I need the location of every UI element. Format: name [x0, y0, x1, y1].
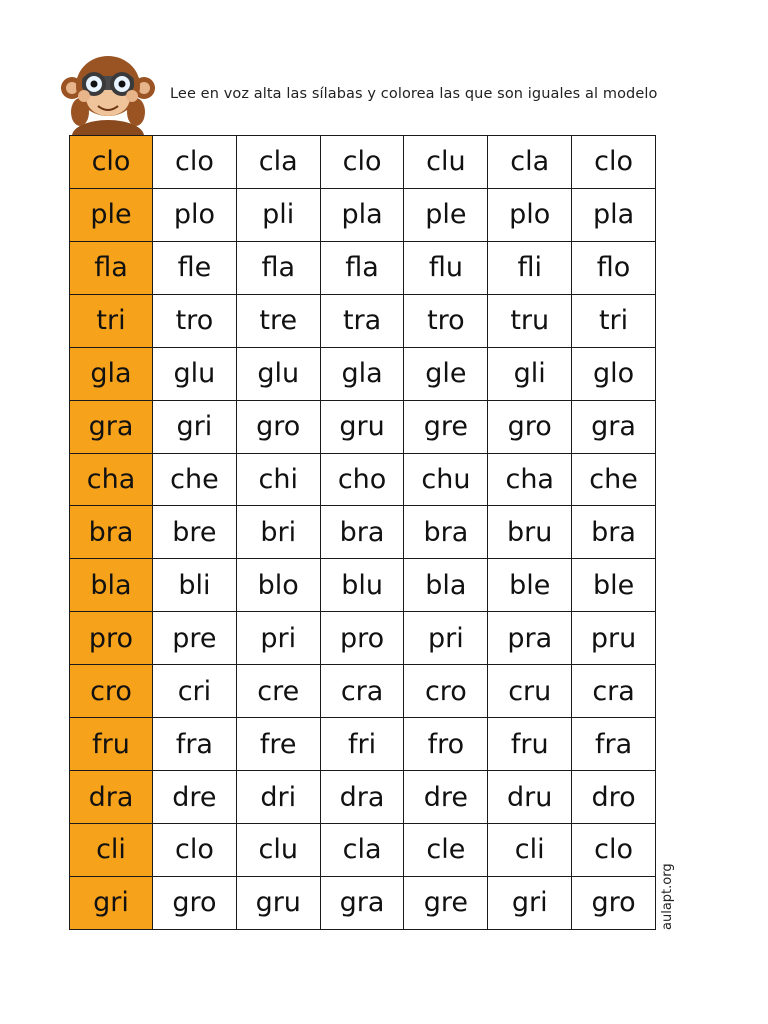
model-syllable: pro — [70, 612, 153, 665]
syllable-cell[interactable]: fli — [488, 241, 572, 294]
instruction-text: Lee en voz alta las sílabas y colorea las que son iguales al modelo — [170, 86, 658, 102]
syllable-cell[interactable]: pla — [572, 188, 656, 241]
syllable-cell[interactable]: dre — [153, 771, 237, 824]
syllable-cell[interactable]: blo — [236, 559, 320, 612]
model-syllable: cro — [70, 665, 153, 718]
syllable-cell[interactable]: chu — [404, 453, 488, 506]
syllable-cell[interactable]: clo — [572, 136, 656, 189]
syllable-row — [70, 771, 656, 824]
syllable-cell[interactable]: flu — [404, 241, 488, 294]
syllable-cell[interactable]: fle — [153, 241, 237, 294]
syllable-row — [70, 718, 656, 771]
watermark: aulapt.org — [660, 863, 675, 930]
syllable-cell[interactable]: clo — [153, 136, 237, 189]
model-syllable: bra — [70, 506, 153, 559]
syllable-cell[interactable]: fru — [488, 718, 572, 771]
syllable-cell[interactable]: pra — [488, 612, 572, 665]
syllable-cell[interactable]: clo — [572, 823, 656, 876]
syllable-row — [70, 453, 656, 506]
model-syllable: cli — [70, 823, 153, 876]
syllable-row — [70, 876, 656, 929]
syllable-cell[interactable]: dro — [572, 771, 656, 824]
syllable-cell[interactable]: pli — [236, 188, 320, 241]
syllable-cell[interactable]: flo — [572, 241, 656, 294]
syllable-cell[interactable]: cla — [320, 823, 404, 876]
syllable-cell[interactable]: gru — [236, 876, 320, 929]
syllable-cell[interactable]: cru — [488, 665, 572, 718]
syllable-cell[interactable]: pri — [236, 612, 320, 665]
syllable-row — [70, 136, 656, 189]
syllable-cell[interactable]: pre — [153, 612, 237, 665]
syllable-cell[interactable]: gro — [488, 400, 572, 453]
syllable-cell[interactable]: dru — [488, 771, 572, 824]
syllable-cell[interactable]: tro — [404, 294, 488, 347]
syllable-cell[interactable]: bri — [236, 506, 320, 559]
syllable-grid — [69, 135, 656, 930]
syllable-cell[interactable]: pla — [320, 188, 404, 241]
syllable-cell[interactable]: cra — [320, 665, 404, 718]
syllable-cell[interactable]: bra — [320, 506, 404, 559]
model-syllable: gri — [70, 876, 153, 929]
syllable-cell[interactable]: che — [572, 453, 656, 506]
syllable-cell[interactable]: fre — [236, 718, 320, 771]
syllable-cell[interactable]: che — [153, 453, 237, 506]
syllable-cell[interactable]: cri — [153, 665, 237, 718]
syllable-cell[interactable]: clo — [320, 136, 404, 189]
syllable-cell[interactable]: gli — [488, 347, 572, 400]
syllable-cell[interactable]: fla — [236, 241, 320, 294]
syllable-cell[interactable]: cla — [488, 136, 572, 189]
syllable-cell[interactable]: dre — [404, 771, 488, 824]
model-syllable: cha — [70, 453, 153, 506]
syllable-row — [70, 188, 656, 241]
syllable-cell[interactable]: dri — [236, 771, 320, 824]
syllable-cell[interactable]: tra — [320, 294, 404, 347]
syllable-cell[interactable]: ble — [572, 559, 656, 612]
monkey-with-binoculars-icon — [58, 46, 158, 146]
syllable-cell[interactable]: gre — [404, 876, 488, 929]
syllable-cell[interactable]: cha — [488, 453, 572, 506]
syllable-cell[interactable]: fro — [404, 718, 488, 771]
syllable-cell[interactable]: tri — [572, 294, 656, 347]
syllable-cell[interactable]: gro — [236, 400, 320, 453]
syllable-cell[interactable]: tro — [153, 294, 237, 347]
syllable-cell[interactable]: ple — [404, 188, 488, 241]
syllable-cell[interactable]: plo — [153, 188, 237, 241]
syllable-cell[interactable]: pru — [572, 612, 656, 665]
syllable-cell[interactable]: gra — [572, 400, 656, 453]
model-syllable: tri — [70, 294, 153, 347]
syllable-cell[interactable]: gri — [488, 876, 572, 929]
syllable-cell[interactable]: cla — [236, 136, 320, 189]
syllable-cell[interactable]: cli — [488, 823, 572, 876]
model-syllable: gra — [70, 400, 153, 453]
syllable-cell[interactable]: pro — [320, 612, 404, 665]
syllable-cell[interactable]: ble — [488, 559, 572, 612]
syllable-row — [70, 294, 656, 347]
syllable-cell[interactable]: fri — [320, 718, 404, 771]
syllable-row — [70, 347, 656, 400]
syllable-cell[interactable]: cra — [572, 665, 656, 718]
syllable-cell[interactable]: gle — [404, 347, 488, 400]
syllable-cell[interactable]: cre — [236, 665, 320, 718]
syllable-cell[interactable]: cho — [320, 453, 404, 506]
model-syllable: fla — [70, 241, 153, 294]
syllable-cell[interactable]: clo — [153, 823, 237, 876]
syllable-cell[interactable]: tru — [488, 294, 572, 347]
syllable-cell[interactable]: bru — [488, 506, 572, 559]
syllable-cell[interactable]: bla — [404, 559, 488, 612]
syllable-cell[interactable]: gre — [404, 400, 488, 453]
syllable-row — [70, 559, 656, 612]
syllable-cell[interactable]: pri — [404, 612, 488, 665]
syllable-row — [70, 506, 656, 559]
syllable-cell[interactable]: bra — [572, 506, 656, 559]
syllable-cell[interactable]: bre — [153, 506, 237, 559]
syllable-cell[interactable]: dra — [320, 771, 404, 824]
syllable-row — [70, 665, 656, 718]
syllable-cell[interactable]: gra — [320, 876, 404, 929]
syllable-cell[interactable]: clu — [404, 136, 488, 189]
syllable-cell[interactable]: glu — [153, 347, 237, 400]
model-syllable: clo — [70, 136, 153, 189]
syllable-cell[interactable]: fra — [572, 718, 656, 771]
syllable-cell[interactable]: bra — [404, 506, 488, 559]
syllable-cell[interactable]: tre — [236, 294, 320, 347]
syllable-cell[interactable]: glu — [236, 347, 320, 400]
syllable-cell[interactable]: cro — [404, 665, 488, 718]
syllable-row — [70, 241, 656, 294]
syllable-cell[interactable]: fla — [320, 241, 404, 294]
syllable-cell[interactable]: bli — [153, 559, 237, 612]
syllable-cell[interactable]: gri — [153, 400, 237, 453]
syllable-cell[interactable]: blu — [320, 559, 404, 612]
syllable-cell[interactable]: plo — [488, 188, 572, 241]
syllable-row — [70, 823, 656, 876]
syllable-cell[interactable]: gla — [320, 347, 404, 400]
syllable-row — [70, 400, 656, 453]
syllable-row — [70, 612, 656, 665]
syllable-cell[interactable]: glo — [572, 347, 656, 400]
syllable-cell[interactable]: gro — [572, 876, 656, 929]
model-syllable: bla — [70, 559, 153, 612]
model-syllable: gla — [70, 347, 153, 400]
syllable-cell[interactable]: gro — [153, 876, 237, 929]
model-syllable: fru — [70, 718, 153, 771]
syllable-cell[interactable]: gru — [320, 400, 404, 453]
model-syllable: dra — [70, 771, 153, 824]
syllable-cell[interactable]: cle — [404, 823, 488, 876]
syllable-cell[interactable]: chi — [236, 453, 320, 506]
syllable-cell[interactable]: fra — [153, 718, 237, 771]
model-syllable: ple — [70, 188, 153, 241]
syllable-cell[interactable]: clu — [236, 823, 320, 876]
